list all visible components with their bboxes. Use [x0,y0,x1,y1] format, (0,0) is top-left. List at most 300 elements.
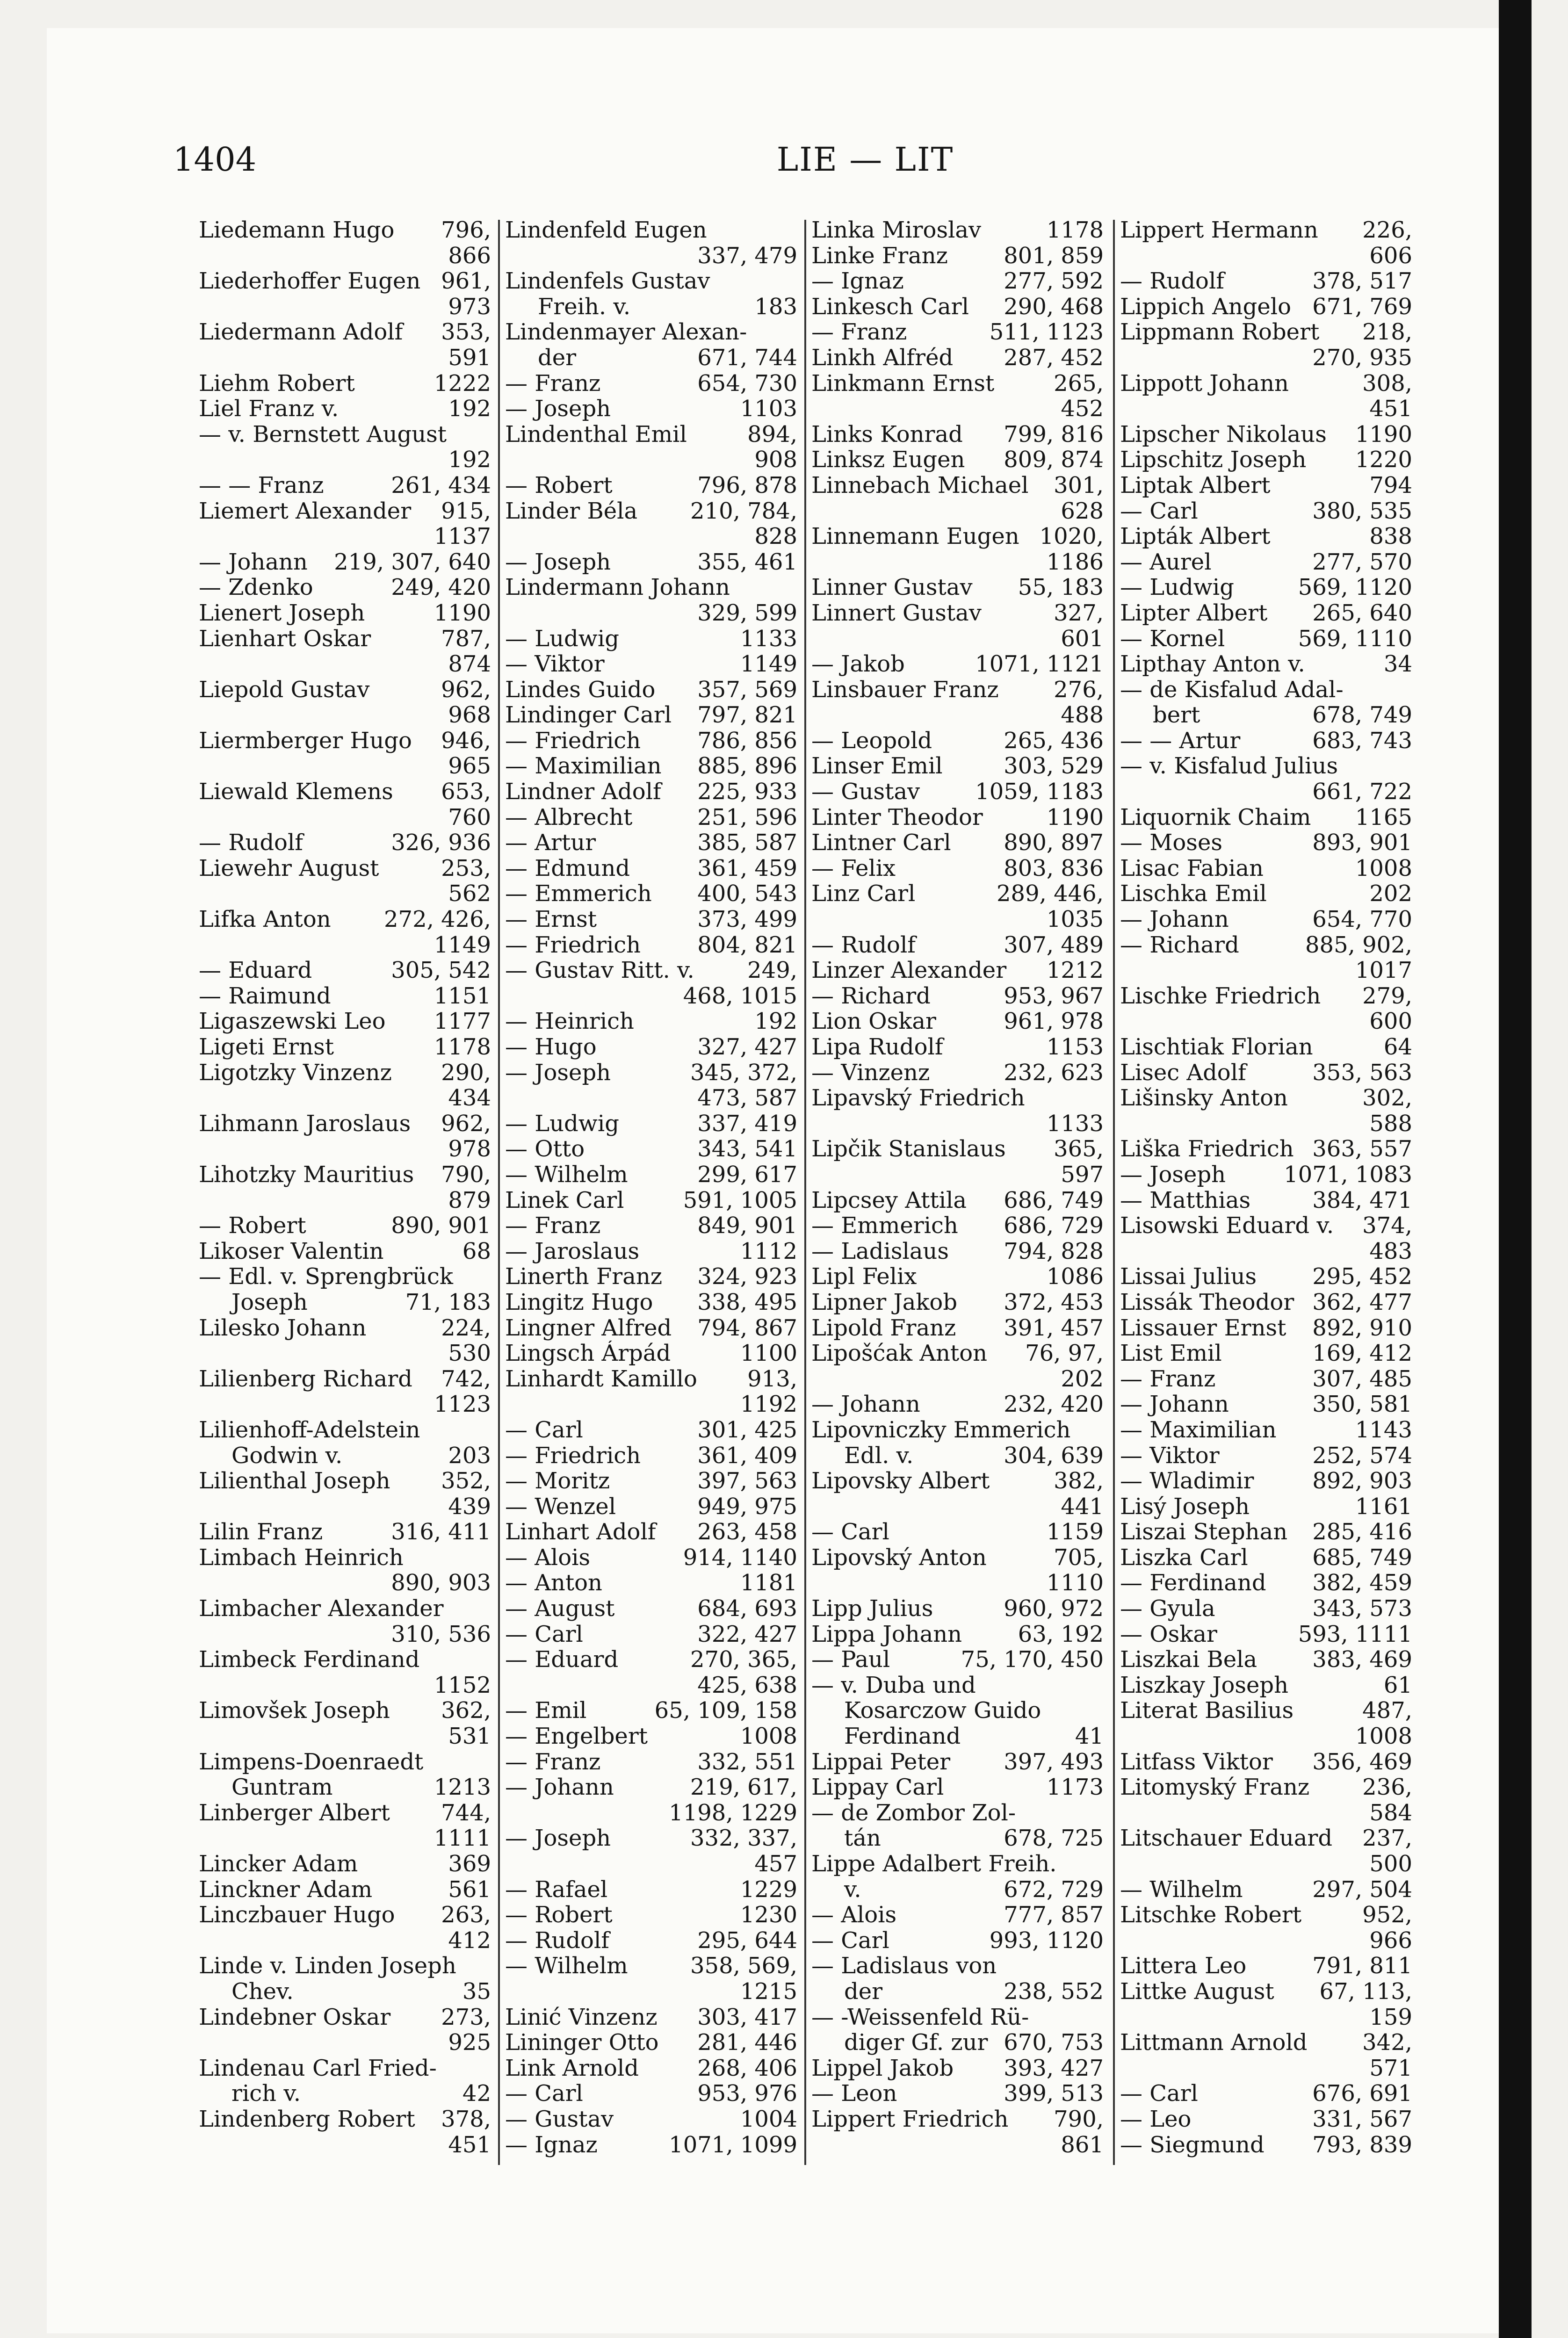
entry-name: Lipter Albert [1120,600,1268,626]
entry-name: Lippa Johann [811,1621,962,1647]
entry-name: — Anton [505,1570,602,1596]
entry-pages: 885, 896 [697,753,797,779]
entry-name: — Heinrich [505,1009,634,1034]
index-entry [505,830,797,856]
entry-pages: 303, 417 [697,2004,797,2030]
index-entry [1120,1673,1412,1698]
entry-pages: 993, 1120 [989,1927,1104,1954]
index-entry [1120,498,1412,524]
index-entry [1120,1060,1412,1086]
entry-name: Linnebach Michael [811,472,1029,498]
entry-name: Lisec Adolf [1120,1060,1246,1086]
entry-pages: 804, 821 [697,932,797,958]
index-entry [199,1443,491,1469]
entry-pages: 55, 183 [1018,575,1104,600]
index-entry [505,1213,797,1239]
index-entry [199,1800,491,1826]
entry-name: — Robert [505,1902,613,1928]
index-entry [1120,651,1412,677]
index-entry [811,1519,1104,1545]
index-entry [199,1596,491,1622]
entry-name: Lipovsky Albert [811,1468,990,1494]
index-entry [505,447,797,473]
entry-pages: 226, [1362,217,1412,243]
entry-name: — de Zombor Zol- [811,1800,1016,1826]
entry-pages: 399, 513 [1004,2081,1104,2107]
entry-pages: 41 [1075,1724,1104,1749]
entry-name: — Ignaz [811,268,904,294]
index-entry [505,932,797,958]
index-entry [505,2081,797,2107]
index-entry [1120,1519,1412,1545]
index-entry [1120,1085,1412,1111]
entry-name: — August [505,1596,615,1622]
index-entry [505,753,797,779]
entry-name: Ligotzky Vinzenz [199,1060,392,1086]
entry-pages: 299, 617 [697,1162,797,1188]
entry-pages: 287, 452 [1004,345,1104,371]
entry-pages: 192 [448,447,491,473]
entry-pages: 874 [448,651,491,677]
entry-name: — Wilhelm [505,1953,628,1979]
index-entry [505,1085,797,1111]
index-entry [1120,677,1412,703]
index-entry [199,268,491,294]
entry-pages: 307, 485 [1312,1366,1412,1392]
index-entry [1120,2005,1412,2030]
entry-name: — Carl [505,1417,583,1443]
index-entry [505,498,797,524]
entry-pages: 61 [1383,1672,1412,1698]
entry-pages: 925 [448,2030,491,2056]
entry-pages: 953, 967 [1004,983,1104,1009]
entry-name: — -Weissenfeld Rü- [811,2004,1029,2030]
entry-pages: 1159 [1046,1519,1104,1545]
entry-pages: 1008 [740,1724,797,1749]
index-entry [505,1188,797,1213]
entry-pages: 1071, 1121 [975,651,1104,677]
entry-name: — Joseph [505,1826,611,1851]
entry-name: Lipčik Stanislaus [811,1136,1006,1162]
index-entry [505,1366,797,1392]
entry-name: — Ludwig [1120,575,1234,600]
entry-pages: 473, 587 [697,1085,797,1111]
index-entry [811,319,1104,345]
entry-pages: 597 [1061,1162,1104,1188]
index-entry [505,1877,797,1903]
entry-name: — Ladislaus von [811,1953,997,1979]
index-entry [1120,1264,1412,1290]
index-entry [1120,243,1412,269]
index-entry [1120,1851,1412,1877]
entry-pages: 263, 458 [697,1519,797,1545]
index-entry [505,779,797,805]
entry-name: Liewehr August [199,855,379,881]
entry-name: — Franz [811,319,907,345]
entry-pages: 67, 113, [1319,1978,1412,2005]
entry-pages: 685, 749 [1312,1544,1412,1571]
index-entry [1120,524,1412,549]
entry-pages: 337, 479 [697,243,797,269]
entry-pages: 285, 416 [1312,1519,1412,1545]
entry-pages: 345, 372, [690,1060,797,1086]
entry-pages: 1137 [434,524,491,549]
index-entry [505,626,797,652]
index-entry [811,1953,1104,1979]
index-entry [811,983,1104,1009]
index-entry [811,498,1104,524]
index-entry [505,1009,797,1034]
index-entry [505,856,797,881]
entry-name: Lininger Otto [505,2030,659,2056]
entry-name: Lilienberg Richard [199,1366,412,1392]
entry-pages: 358, 569, [690,1953,797,1979]
index-entry [1120,473,1412,498]
entry-pages: 978 [448,1136,491,1162]
entry-pages: 355, 461 [697,549,797,575]
entry-name: Linnert Gustav [811,600,982,626]
entry-pages: 892, 903 [1312,1468,1412,1494]
index-entry [505,1034,797,1060]
index-entry [199,1877,491,1903]
index-entry [811,294,1104,320]
index-entry [505,294,797,320]
entry-name: Linzer Alexander [811,958,1007,983]
index-entry [1120,983,1412,1009]
index-entry [811,805,1104,830]
index-entry [811,1468,1104,1494]
entry-name: Lippel Jakob [811,2055,954,2081]
entry-name: Lipa Rudolf [811,1034,943,1060]
index-entry [1120,1979,1412,2005]
index-entry [811,1826,1104,1851]
entry-pages: 219, 617, [690,1775,797,1800]
entry-name: Link Arnold [505,2055,639,2081]
entry-name: Lischka Emil [1120,881,1267,907]
entry-name: Linder Béla [505,498,638,524]
entry-name: Lissai Julius [1120,1264,1257,1290]
entry-pages: 1213 [434,1775,491,1800]
entry-pages: 384, 471 [1312,1187,1412,1213]
entry-name: Lingitz Hugo [505,1289,653,1315]
index-entry [1120,728,1412,754]
index-entry [505,1851,797,1877]
entry-pages: 75, 170, 450 [961,1647,1104,1673]
entry-name: — Wilhelm [1120,1876,1243,1903]
index-entry [811,575,1104,600]
entry-pages: 1212 [1046,958,1104,983]
entry-pages: 973 [448,294,491,320]
entry-name: Lifka Anton [199,907,331,932]
entry-pages: 451 [448,2132,491,2158]
entry-name: — Eduard [199,958,312,983]
entry-pages: 1177 [434,1009,491,1034]
index-entry [199,1622,491,1647]
entry-pages: 1020, [1039,524,1104,549]
entry-name: — Wenzel [505,1494,616,1520]
entry-name: Freih. v. [538,294,631,320]
entry-pages: 301, [1054,472,1104,498]
entry-name: Ligaszewski Leo [199,1009,386,1034]
index-entry [199,1902,491,1928]
entry-name: — de Kisfalud Adal- [1120,677,1344,703]
entry-name: Lipner Jakob [811,1289,958,1315]
entry-name: bert [1153,702,1200,728]
entry-pages: 760 [448,804,491,830]
index-entry [199,932,491,958]
entry-name: Lilesko Johann [199,1315,367,1341]
index-entry [199,779,491,805]
index-entry [811,753,1104,779]
index-entry [199,345,491,371]
entry-pages: 352, [441,1468,491,1494]
index-entry [1120,1341,1412,1366]
index-entry [199,1928,491,1954]
entry-name: Lipthay Anton v. [1120,651,1305,677]
index-entry [811,1366,1104,1392]
entry-name: — Joseph [505,396,611,422]
entry-pages: 343, 541 [697,1136,797,1162]
index-entry [811,1979,1104,2005]
index-entry [811,2005,1104,2030]
index-entry [505,1800,797,1826]
index-entry [199,422,491,447]
entry-pages: 1229 [740,1876,797,1903]
entry-pages: 777, 857 [1004,1902,1104,1928]
index-entry [505,1749,797,1775]
entry-pages: 63, 192 [1018,1621,1104,1647]
index-entry [505,1341,797,1366]
index-entry [811,1545,1104,1571]
entry-pages: 676, 691 [1312,2081,1412,2107]
index-entry [1120,1647,1412,1673]
index-entry [1120,371,1412,397]
index-entry [811,524,1104,549]
entry-name: — Johann [1120,1392,1229,1417]
entry-name: — Emmerich [505,881,652,907]
index-entry [1120,907,1412,932]
index-entry [811,600,1104,626]
index-entry [505,1622,797,1647]
page-number: 1404 [173,140,257,179]
entry-pages: 894, [747,421,797,447]
index-entry [811,677,1104,703]
entry-pages: 362, [441,1698,491,1724]
index-entry [1120,626,1412,652]
entry-name: — Jakob [811,651,905,677]
entry-pages: 671, 744 [697,345,797,371]
entry-name: — Edl. v. Sprengbrück [199,1264,453,1290]
index-entry [811,907,1104,932]
entry-name: Linde v. Linden Joseph [199,1953,456,1979]
entry-pages: 397, 563 [697,1468,797,1494]
index-entry [1120,1188,1412,1213]
entry-pages: 1190 [434,600,491,626]
entry-pages: 654, 730 [697,370,797,397]
entry-pages: 337, 419 [697,1111,797,1137]
entry-name: Lipscher Nikolaus [1120,421,1327,447]
index-entry [505,473,797,498]
index-entry [505,881,797,907]
entry-name: — Richard [1120,932,1239,958]
entry-name: — Joseph [1120,1162,1226,1188]
entry-pages: 787, [441,626,491,652]
entry-pages: 654, 770 [1312,907,1412,932]
entry-pages: 591 [448,345,491,371]
index-entry [1120,1877,1412,1903]
index-entry [199,1213,491,1239]
index-entry [199,319,491,345]
entry-name: — Gyula [1120,1596,1215,1622]
entry-pages: 159 [1369,2004,1412,2030]
index-entry [811,2030,1104,2056]
entry-name: Lippert Hermann [1120,217,1318,243]
entry-pages: 350, 581 [1312,1392,1412,1417]
index-entry [505,268,797,294]
index-entry [811,1290,1104,1315]
entry-name: Linhardt Kamillo [505,1366,697,1392]
entry-name: Lippay Carl [811,1775,944,1800]
index-entry [1120,702,1412,728]
entry-name: Lindner Adolf [505,779,661,805]
entry-pages: 1149 [434,932,491,958]
entry-pages: 584 [1369,1800,1412,1826]
entry-pages: 1230 [740,1902,797,1928]
entry-pages: 849, 901 [697,1213,797,1239]
entry-name: Lipschitz Joseph [1120,447,1307,473]
entry-pages: 1008 [1355,855,1412,881]
entry-pages: 393, 427 [1004,2055,1104,2081]
entry-pages: 962, [441,677,491,703]
entry-pages: 796, [441,217,491,243]
index-entry [505,1545,797,1571]
index-entry [505,1111,797,1137]
index-entry [1120,1953,1412,1979]
entry-pages: 606 [1369,243,1412,269]
index-entry [1120,1775,1412,1800]
entry-pages: 962, [441,1111,491,1137]
index-entry [199,1136,491,1162]
entry-name: — Johann [505,1775,614,1800]
entry-name: — v. Bernstett August [199,421,447,447]
entry-pages: 365, [1054,1136,1104,1162]
index-entry [505,907,797,932]
index-entry [811,1673,1104,1698]
entry-name: — Rudolf [199,830,303,856]
entry-pages: 968 [448,702,491,728]
entry-pages: 253, [441,855,491,881]
index-entry [811,1851,1104,1877]
page-range-title: LIE — LIT [776,140,954,179]
entry-name: — Carl [811,1519,889,1545]
index-entry [199,1366,491,1392]
index-entry [505,524,797,549]
entry-pages: 265, 640 [1312,600,1412,626]
entry-pages: 353, 563 [1312,1060,1412,1086]
entry-pages: 809, 874 [1004,447,1104,473]
entry-pages: 316, 411 [391,1519,491,1545]
entry-name: — Carl [505,2081,583,2107]
entry-name: — Leon [811,2081,897,2107]
entry-name: Liszka Carl [1120,1544,1248,1571]
entry-name: Liepold Gustav [199,677,370,703]
index-entry [505,1315,797,1341]
entry-pages: 511, 1123 [989,319,1104,345]
index-entry [199,243,491,269]
entry-pages: 397, 493 [1004,1749,1104,1775]
index-entry [1120,1392,1412,1417]
index-entry [199,651,491,677]
index-entry [199,1111,491,1137]
entry-name: Linek Carl [505,1187,624,1213]
entry-pages: 326, 936 [391,830,491,856]
index-entry [199,600,491,626]
index-entry [811,217,1104,243]
index-entry [505,1468,797,1494]
entry-pages: 588 [1369,1111,1412,1137]
entry-name: v. [844,1876,861,1903]
entry-pages: 342, [1362,2030,1412,2056]
index-entry [1120,779,1412,805]
entry-name: Ferdinand [844,1724,961,1749]
index-entry [199,1545,491,1571]
entry-pages: 960, 972 [1004,1596,1104,1622]
index-entry [199,805,491,830]
index-entry [505,1698,797,1724]
entry-name: — Johann [1120,907,1229,932]
index-entry [505,1953,797,1979]
index-entry [811,651,1104,677]
entry-name: Lippott Johann [1120,370,1289,397]
entry-pages: 385, 587 [697,830,797,856]
entry-name: Lintner Carl [811,830,951,856]
entry-pages: 452 [1061,396,1104,422]
entry-name: Linnemann Eugen [811,524,1019,549]
entry-pages: 561 [448,1876,491,1903]
entry-pages: 1008 [1355,1724,1412,1749]
entry-name: — Robert [505,472,613,498]
index-entry [1120,2056,1412,2081]
entry-name: Limpens-Doenraedt [199,1749,424,1775]
entry-pages: 1133 [740,626,797,652]
index-entry [199,1698,491,1724]
index-entry [1120,345,1412,371]
entry-pages: 373, 499 [697,907,797,932]
index-entry [505,2005,797,2030]
entry-name: — Alois [811,1902,897,1928]
index-entry [1120,1545,1412,1571]
entry-pages: 1123 [434,1392,491,1417]
index-entry [811,1009,1104,1034]
index-entry [811,549,1104,575]
index-entry [811,268,1104,294]
entry-pages: 678, 725 [1004,1826,1104,1851]
index-entry [199,1085,491,1111]
index-entry [1120,753,1412,779]
entry-name: — Richard [811,983,931,1009]
index-entry [811,1315,1104,1341]
index-entry [505,728,797,754]
entry-pages: 828 [754,524,797,549]
entry-name: — Franz [505,370,601,397]
index-entry [811,1341,1104,1366]
index-entry [199,728,491,754]
index-entry [811,2132,1104,2158]
entry-name: — Ferdinand [1120,1570,1266,1596]
index-entry [505,396,797,422]
entry-pages: 915, [441,498,491,524]
entry-pages: 1059, 1183 [975,779,1104,805]
